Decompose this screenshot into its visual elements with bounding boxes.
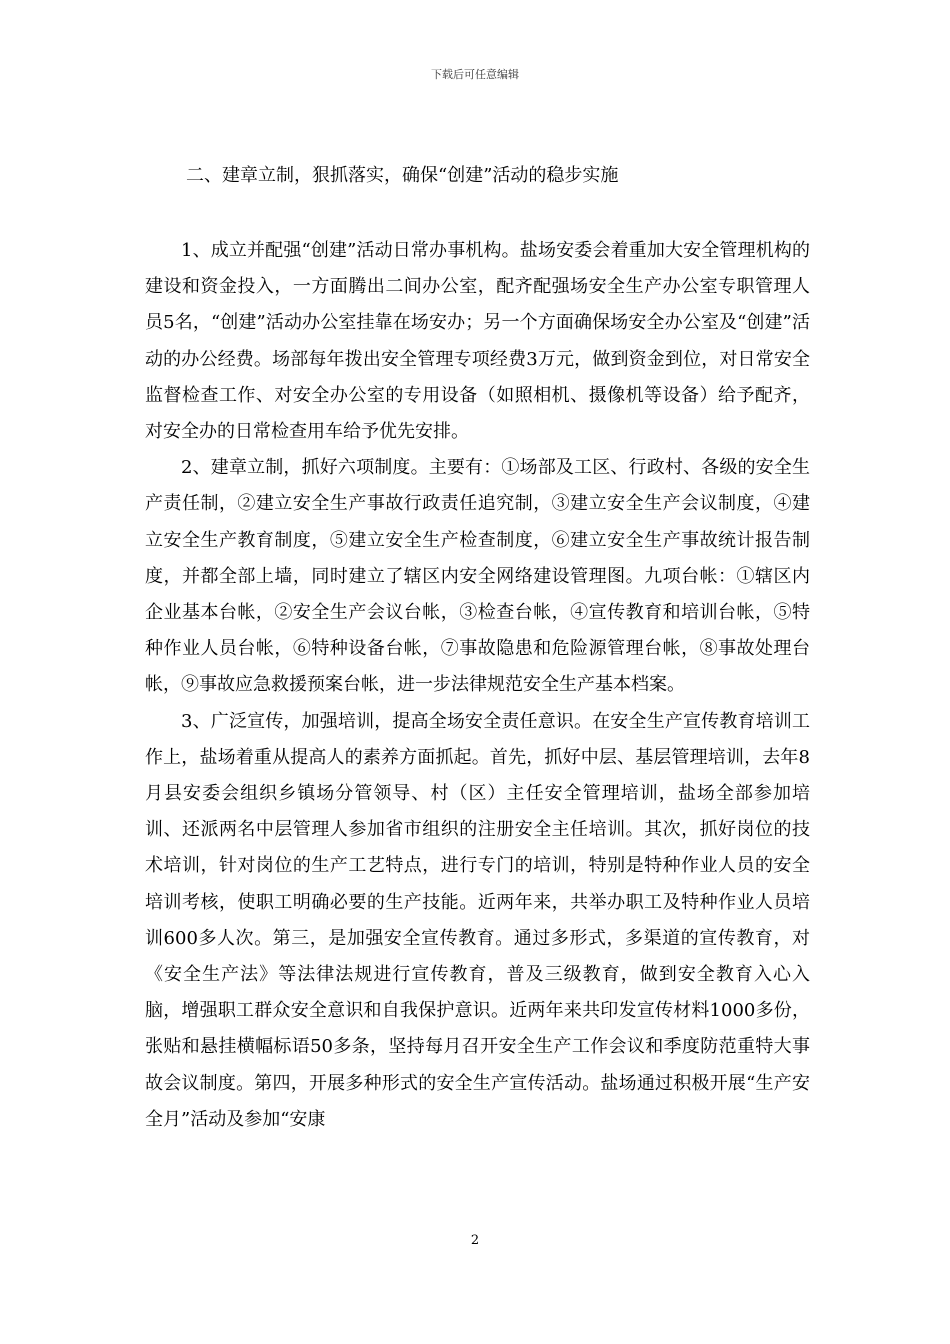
document-body — [145, 233, 810, 1138]
paragraph-2: 2、建章立制，抓好六项制度。主要有：①场部及工区、行政村、各级的安全生产责任制，②建立安全生产事故行政责任追究制，③建立安全生产会议制度，④建立安全生产教育制度，⑤建立安全生产检查制度，⑥建立安全生产事故统计报告制度，并都全部上墙，同时建立了辖区内安全网络建设管理图。九项台帐：①辖区内企业基本台帐，②安全生产会议台帐，③检查台帐，④宣传教育和培训台帐，⑤特种作业人员台帐，⑥特种设备台帐，⑦事故隐患和危险源管理台帐，⑧事故处理台帐，⑨事故应急救援预案台帐，进一步法律规范安全生产基本档案。 — [145, 457, 810, 696]
paragraph-1: 1、成立并配强“创建”活动日常办事机构。盐场安委会着重加大安全管理机构的建设和资金投入，一方面腾出二间办公室，配齐配强场安全生产办公室专职管理人员5名，“创建”活动办公室挂靠在场安办；另一个方面确保场安全办公室及“创建”活动的办公经费。场部每年拨出安全管理专项经费3万元，做到资金到位，对日常安全监督检查工作、对安全办公室的专用设备（如照相机、摄像机等设备）给予配齐，对安全办的日常检查用车给予优先安排。 — [145, 240, 810, 443]
paragraph-3: 3、广泛宣传，加强培训，提高全场安全责任意识。在安全生产宣传教育培训工作上，盐场着重从提高人的素养方面抓起。首先，抓好中层、基层管理培训，去年8月县安委会组织乡镇场分管领导、村（区）主任安全管理培训，盐场全部参加培训、还派两名中层管理人参加省市组织的注册安全主任培训。其次，抓好岗位的技术培训，针对岗位的生产工艺特点，进行专门的培训，特别是特种作业人员的安全培训考核，使职工明确必要的生产技能。近两年来，共举办职工及特种作业人员培训600多人次。第三，是加强安全宣传教育。通过多形式，多渠道的宣传教育，对《安全生产法》等法律法规进行宣传教育，普及三级教育，做到安全教育入心入脑，增强职工群众安全意识和自我保护意识。近两年来共印发宣传材料1000多份，张贴和悬挂横幅标语50多条，坚持每月召开安全生产工作会议和季度防范重特大事故会议制度。第四，开展多种形式的安全生产宣传活动。盐场通过积极开展“生产安全月”活动及参加“安康 — [145, 710, 810, 1130]
page-header: 下载后可任意编辑 — [431, 68, 519, 81]
section-heading: 二、建章立制，狠抓落实，确保“创建”活动的稳步实施 — [186, 165, 619, 186]
page-number: 2 — [470, 1233, 480, 1248]
